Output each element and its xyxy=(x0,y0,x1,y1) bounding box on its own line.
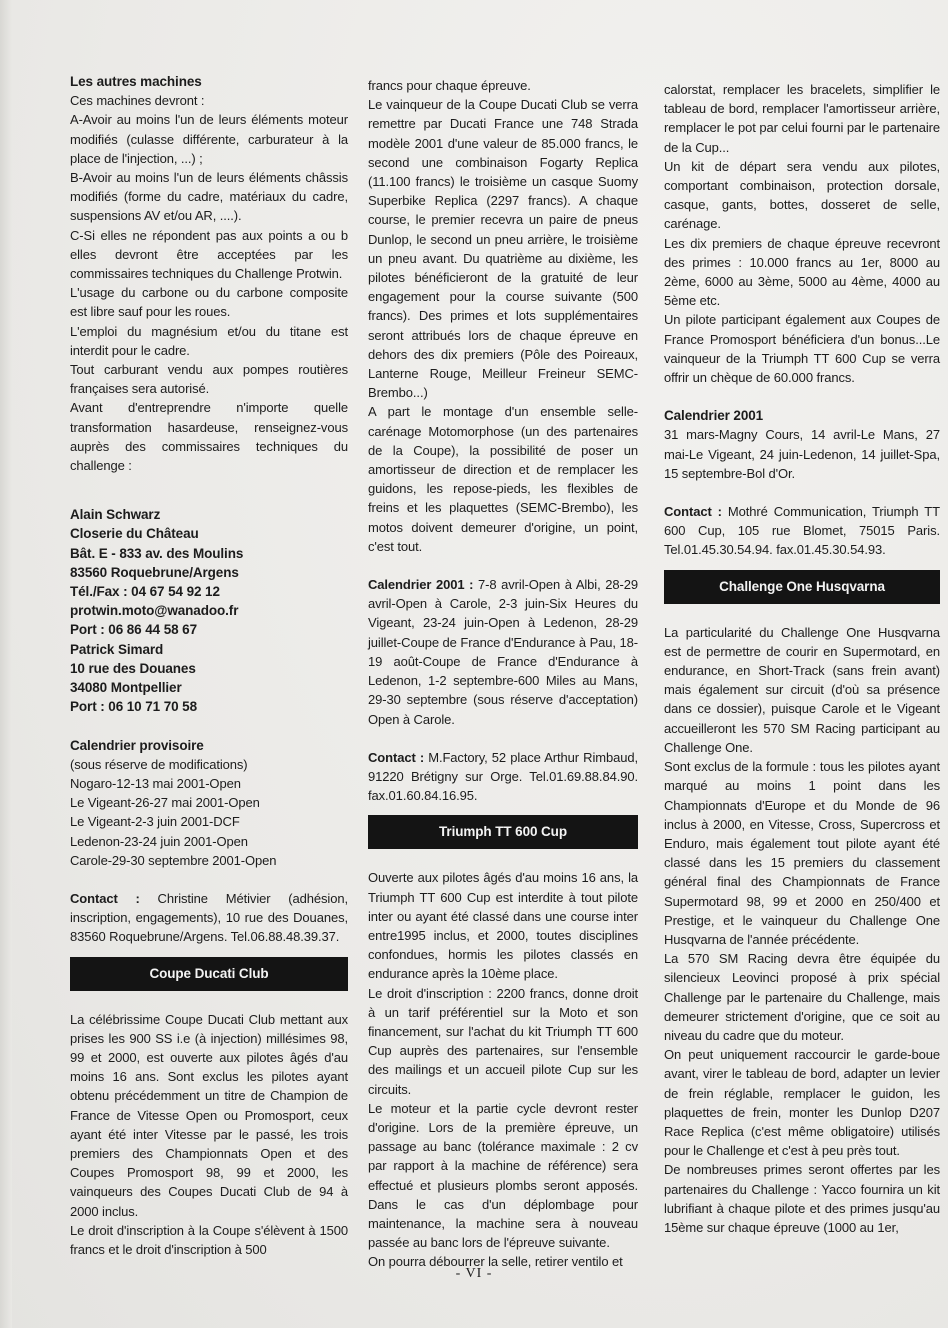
page-edge xyxy=(0,0,12,1328)
paragraph: B-Avoir au moins l'un de leurs éléments châssis modifiés (forme du cadre, matériaux du cadre, suspensions AV et/ou AR, ....). xyxy=(70,170,348,224)
contact-text: Christine Métivier (adhésion, inscription, engagements), 10 rue des Douanes, 83560 Roquebrune/Argens. Tel.06.88.48.39.37. xyxy=(70,890,348,945)
contact-paragraph xyxy=(70,889,348,947)
contact-text: Mothré Communication, Triumph TT 600 Cup, 105 rue Blomet, 75015 Paris. Tel.01.45.30.54.94. fax.01.45.30.54.93. xyxy=(664,504,940,558)
calendar-text: 7-8 avril-Open à Albi, 28-29 avril-Open à Carole, 2-3 juin-Six Heures du Vigeant, 23-24 juin-Open à Ledenon, 28-29 juillet-Coupe de France d'Endurance à Pau, 18-19 août-Coupe de France d'Endurance à Ledenon, 1-2 septembre-600 Miles au Mans, 29-30 septembre (sous réserve d'acceptation) Open à Carole. xyxy=(368,577,639,727)
column-3 xyxy=(664,80,940,1237)
column-2 xyxy=(368,76,638,1272)
calendar-line: Le Vigeant-26-27 mai 2001-Open xyxy=(70,795,260,811)
address-line: Closerie du Château xyxy=(70,526,199,542)
paragraph: Avant d'entreprendre n'importe quelle transformation hasardeuse, renseignez-vous auprès des commissaires techniques du challenge : xyxy=(70,400,348,474)
contact-label: Contact : xyxy=(664,504,722,520)
paragraph: L'usage du carbone ou du carbone composite est libre sauf pour les roues. xyxy=(70,285,348,320)
paragraph: Un pilote participant également aux Coupes de France Promosport bénéficiera d'un bonus...Le vainqueur de la Triumph TT 600 Cup se verra offrir un chèque de 60.000 francs. xyxy=(664,312,940,386)
paragraph: Le moteur et la partie cycle devront rester d'origine. Lors de la première épreuve, un passage au banc (tolérance maximale : 2 cv par rapport à la machine de référence) sera effectué et plusieurs plombs seront apposés. Dans le cas d'un déplombage pour maintenance, la machine sera à nouveau passée au banc lors de l'épreuve suivante. xyxy=(368,1100,638,1251)
paragraph: La particularité du Challenge One Husqvarna est de permettre de courir en Supermotard, en endurance, en Short-Track (sans frein avant) mais également sur circuit (d'où sa présence dans ce dossier), puisque Carole et le Vigeant accueilleront les 570 SM Racing participant au Challenge One. xyxy=(664,624,940,755)
contact-text: M.Factory, 52 place Arthur Rimbaud, 91220 Brétigny sur Orge. Tel.01.69.88.84.90. fax.01.60.84.16.95. xyxy=(368,749,639,804)
email-line: protwin.moto@wanadoo.fr xyxy=(70,603,239,619)
contact-paragraph xyxy=(664,502,940,560)
paragraph: calorstat, remplacer les bracelets, simplifier le tableau de bord, remplacer l'amortisseur arrière, remplacer le pot par celui fourni par le partenaire de la Cup... xyxy=(664,82,940,155)
calendar-line: Carole-29-30 septembre 2001-Open xyxy=(70,852,277,868)
paragraph: Un kit de départ sera vendu aux pilotes, comportant combinaison, protection dorsale, casque, gants, bottes, dosseret de selle, carénage. xyxy=(664,158,940,232)
address-line: 34080 Montpellier xyxy=(70,680,182,696)
address-line: 83560 Roquebrune/Argens xyxy=(70,564,239,580)
paragraph: Ces machines devront : xyxy=(70,93,205,109)
paragraph: A-Avoir au moins l'un de leurs éléments moteur modifiés (culasse différente, carburateur à la place de l'injection, ...) ; xyxy=(70,112,348,166)
section-heading-calendrier-2001: Calendrier 2001 xyxy=(664,408,764,424)
address-line: Alain Schwarz xyxy=(70,507,161,523)
address-line: Port : 06 10 71 70 58 xyxy=(70,699,197,715)
section-bar-coupe-ducati-club: Coupe Ducati Club xyxy=(70,957,348,991)
address-block xyxy=(70,505,348,716)
calendar-line: Ledenon-23-24 juin 2001-Open xyxy=(70,833,248,849)
section-heading-autres-machines: Les autres machines xyxy=(70,74,202,89)
contact-label: Contact : xyxy=(70,890,140,906)
paragraph: La 570 SM Racing devra être équipée du silencieux Leovinci proposé à prix spécial Challenge par le partenaire du Challenge, mais demeurer strictement d'origine, que ce soit au niveau du cadre que du moteur. xyxy=(664,951,940,1043)
paragraph: De nombreuses primes seront offertes par les partenaires du Challenge : Yacco fournira un kit lubrifiant à chaque pilote et des primes jusqu'au 15ème sur chaque épreuve (1000 au 1er, xyxy=(664,1162,940,1235)
paragraph: Tout carburant vendu aux pompes routières françaises sera autorisé. xyxy=(70,362,348,397)
contact-label: Contact : xyxy=(368,749,425,765)
paragraph: La célébrissime Coupe Ducati Club mettant aux prises les 900 SS i.e (à injection) millésimes 98, 99 et 2000, est ouverte aux pilotes âgés d'au moins 16 ans. Sont exclus les pilotes ayant obtenu précédemment un titre de Champion de France de Vitesse Open ou Promosport, ceux ayant été inter Vitesse par le passé, les trois premiers des Championnats Open et des Coupes Promosport 98, 99 et 2000, les vainqueurs des Coupes Ducati Club de 94 à 2000 inclus. xyxy=(70,1011,348,1219)
address-line: 10 rue des Douanes xyxy=(70,660,196,676)
paragraph: A part le montage d'un ensemble selle-carénage Motomorphose (un des partenaires de la Coupe), la possibilité de poser un amortisseur de direction et de remplacer les guidons, les repose-pieds, les flexibles de freins et les plaquettes (SEMC-Brembo), les motos doivent demeurer d'origine, un point, c'est tout. xyxy=(368,404,638,554)
calendar-line: Le Vigeant-2-3 juin 2001-DCF xyxy=(70,814,240,830)
paragraph: Le vainqueur de la Coupe Ducati Club se verra remettre par Ducati France une 748 Strada modèle 2001 d'une valeur de 85.000 francs, le second une combinaison Fogarty Replica (11.100 francs) le troisième un casque Suomy Superbike Replica (2297 francs). A chaque course, le premier recevra un paire de pneus Dunlop, le second un pneu arrière, le troisième un pneu avant. Du quatrième au dixième, les pilotes bénéficieront de la gratuité de leur engagement pour la course suivante (500 francs). Des primes et lots supplémentaires seront attribués lors de chaque épreuve en dehors des dix premiers (Pôle des Poireaux, Lanterne Rouge, Meilleur Freineur SEMC-Brembo...) xyxy=(368,97,638,401)
page-number: - VI - xyxy=(455,1266,493,1281)
calendar-line: Nogaro-12-13 mai 2001-Open xyxy=(70,775,241,791)
column-1 xyxy=(70,72,348,1259)
address-line: Port : 06 86 44 58 67 xyxy=(70,622,197,638)
paragraph: On peut uniquement raccourcir le garde-boue avant, virer le tableau de bord, adapter un levier de frein réglable, remplacer le guidon, les plaquettes de frein, monter les Dunlop D207 Race Replica (c'est même obligatoire) utilisés pour le Challenge et c'est à peu près tout. xyxy=(664,1047,940,1159)
paragraph: Ouverte aux pilotes âgés d'au moins 16 ans, la Triumph TT 600 Cup est interdite à tout pilote inter ou ayant été classé dans une course inter entre1995 inclus, et 2000, toutes disciplines confondues, hormis les pilotes classés en endurance après la 10ème place. xyxy=(368,870,638,982)
paragraph: L'emploi du magnésium et/ou du titane est interdit pour le cadre. xyxy=(70,323,348,358)
calendar-label: Calendrier 2001 : xyxy=(368,577,474,593)
calendar-text: 31 mars-Magny Cours, 14 avril-Le Mans, 27 mai-Le Vigeant, 24 juin-Ledenon, 14 juillet-Spa, 15 septembre-Bol d'Or. xyxy=(664,427,940,481)
paragraph: Le droit d'inscription à la Coupe s'élèvent à 1500 francs et le droit d'inscription à 500 xyxy=(70,1222,348,1257)
address-line: Bât. E - 833 av. des Moulins xyxy=(70,545,244,561)
section-bar-challenge-one-husqvarna: Challenge One Husqvarna xyxy=(664,570,940,604)
contact-paragraph xyxy=(368,748,638,806)
calendar-paragraph xyxy=(368,575,638,729)
paragraph: francs pour chaque épreuve. xyxy=(368,78,531,93)
address-line: Patrick Simard xyxy=(70,641,164,657)
paragraph: Le droit d'inscription : 2200 francs, donne droit à un tarif préférentiel sur la Moto et son financement, sur l'achat du kit Triumph TT 600 Cup auprès des partenaires, sur l'ensemble des mailings et un accueil pilote Cup sur les circuits. xyxy=(368,985,638,1097)
address-line: Tél./Fax : 04 67 54 92 12 xyxy=(70,584,220,600)
paragraph: Sont exclus de la formule : tous les pilotes ayant marqué au moins 1 point dans les Championnats d'Europe et du Monde de 96 inclus à 2000, en Vitesse, Cross, Supercross et Enduro, mais également tout pilote ayant été classé dans les 15 premiers du classement général final des Championnats de France Supermotard 98, 99 et 2000 en 250/400 et Prestige, et le vainqueur du Challenge One Husqvarna de l'année précédente. xyxy=(664,759,940,947)
calendar-line: (sous réserve de modifications) xyxy=(70,756,248,772)
section-bar-triumph-tt-600-cup: Triumph TT 600 Cup xyxy=(368,815,638,849)
paragraph: On pourra débourrer la selle, retirer ventilo et xyxy=(368,1254,623,1270)
paragraph: C-Si elles ne répondent pas aux points a ou b elles devront être acceptées par les commissaires techniques du Challenge Protwin. xyxy=(70,227,348,282)
paragraph: Les dix premiers de chaque épreuve recevront des primes : 10.000 francs au 1er, 8000 au 2ème, 6000 au 3ème, 5000 au 4ème, 4000 au 5ème etc. xyxy=(664,235,940,309)
section-heading-calendrier-provisoire: Calendrier provisoire xyxy=(70,737,204,753)
